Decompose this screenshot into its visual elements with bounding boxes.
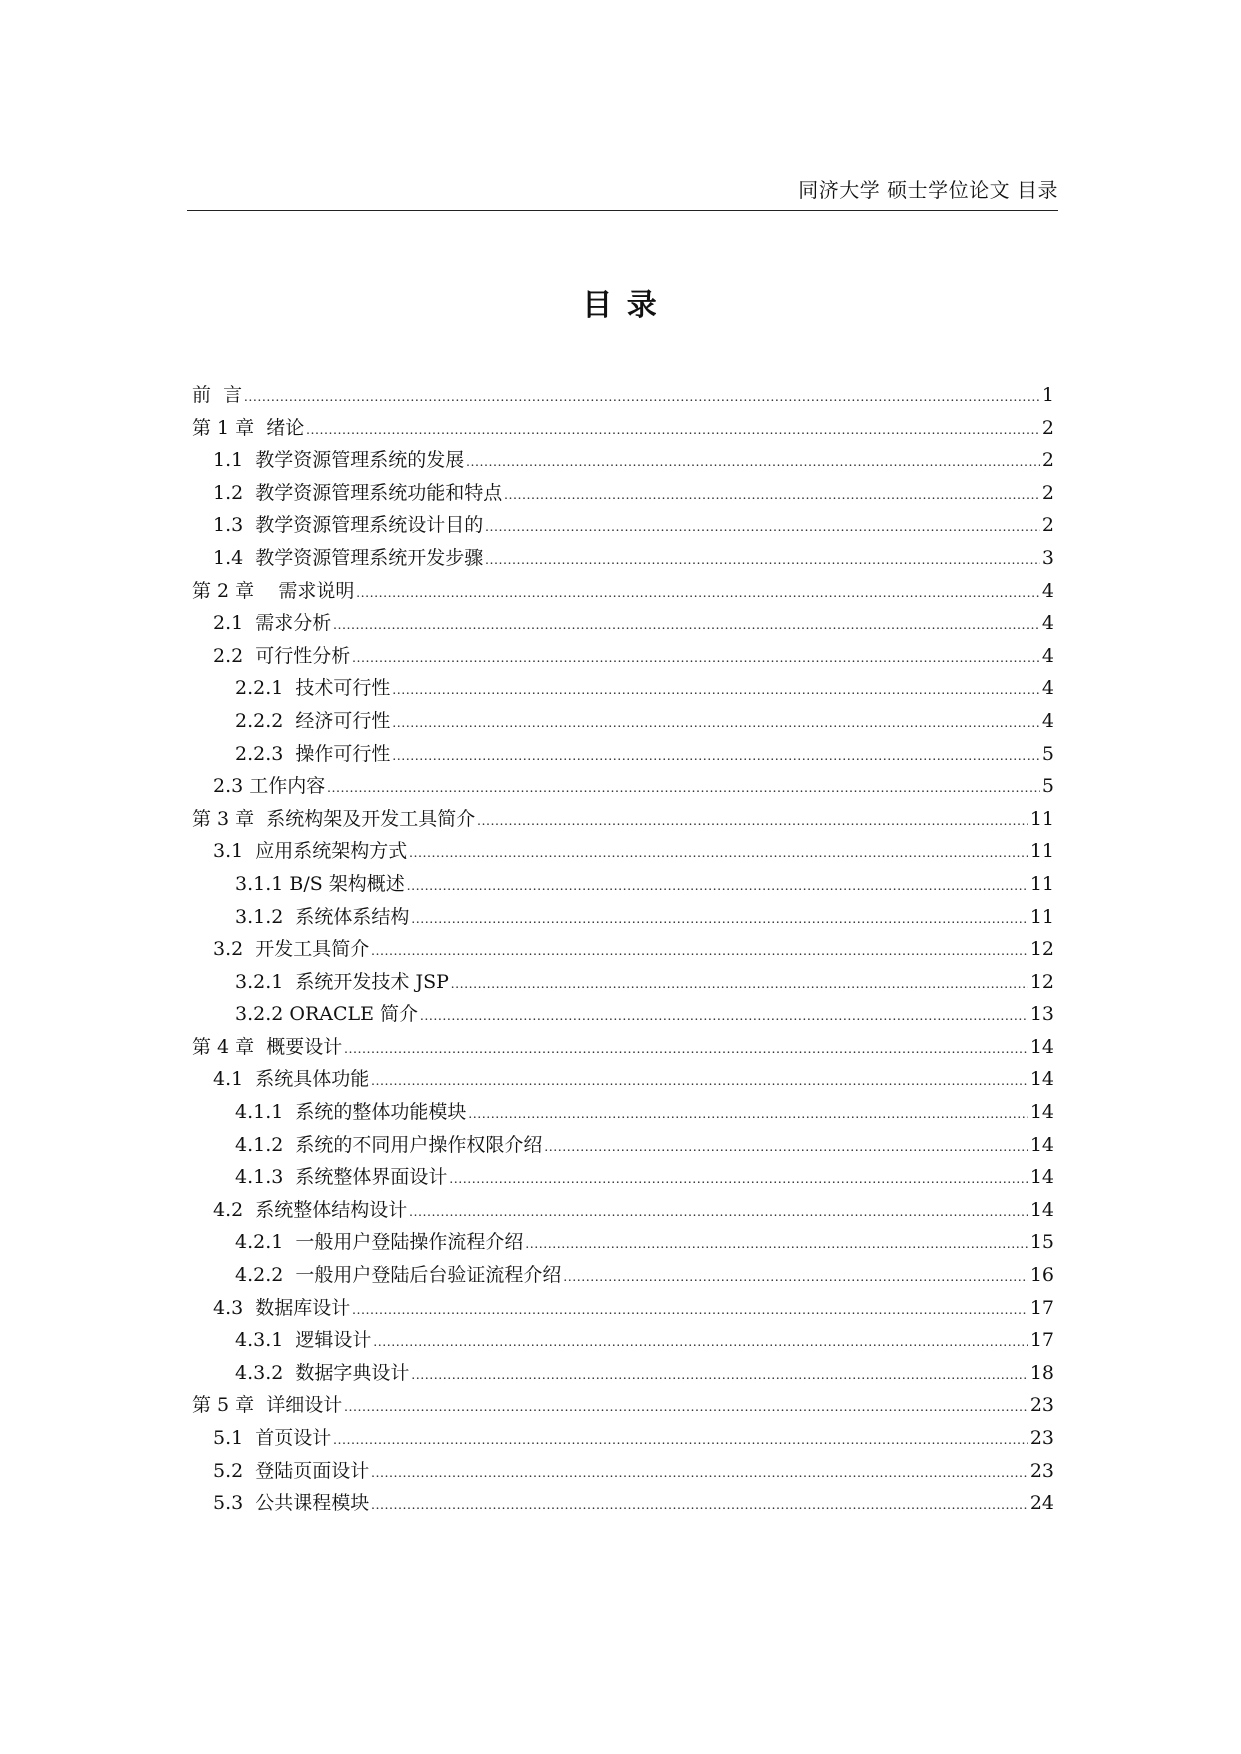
toc-entry[interactable] (192, 705, 1054, 738)
toc-entry-label: 第 4 章 概要设计 (192, 1035, 343, 1058)
toc-entry-label: 第 2 章 需求说明 (192, 579, 355, 602)
dot-leader (468, 1099, 1027, 1132)
toc-entry-page-number: 17 (1029, 1329, 1054, 1352)
toc-entry-page-number: 2 (1041, 449, 1054, 472)
toc-entry-label: 3.2.1 系统开发技术 JSP (235, 970, 449, 993)
dot-leader (352, 643, 1040, 676)
toc-entry-page-number: 14 (1029, 1166, 1054, 1189)
toc-entry[interactable] (192, 933, 1054, 966)
dot-leader (306, 415, 1040, 448)
toc-entry-page-number: 13 (1029, 1003, 1054, 1026)
toc-entry-label: 5.2 登陆页面设计 (213, 1459, 370, 1482)
toc-entry-page-number: 14 (1029, 1198, 1054, 1221)
toc-entry-label: 5.1 首页设计 (213, 1427, 332, 1449)
dot-leader (373, 1327, 1027, 1360)
toc-entry[interactable] (192, 1096, 1054, 1129)
toc-entry[interactable] (192, 412, 1054, 445)
toc-entry-label: 第 3 章 系统构架及开发工具简介 (192, 807, 476, 830)
toc-entry-page-number: 18 (1029, 1361, 1054, 1384)
toc-entry-label: 5.3 公共课程模块 (213, 1492, 370, 1515)
dot-leader (344, 1034, 1028, 1067)
toc-entry-page-number: 5 (1041, 742, 1054, 765)
toc-entry-label: 4.1.2 系统的不同用户操作权限介绍 (235, 1133, 543, 1156)
toc-entry[interactable] (192, 379, 1054, 412)
dot-leader (420, 1001, 1028, 1034)
toc-entry[interactable] (192, 509, 1054, 542)
toc-entry-page-number: 4 (1041, 644, 1054, 667)
table-of-contents (192, 379, 1054, 1520)
toc-entry-page-number: 5 (1041, 775, 1054, 798)
toc-entry[interactable] (192, 1389, 1054, 1422)
toc-entry-page-number: 12 (1029, 938, 1054, 961)
toc-entry-label: 2.1 需求分析 (213, 612, 332, 635)
dot-leader (449, 1164, 1027, 1197)
toc-entry-label: 第 1 章 绪论 (192, 416, 305, 439)
toc-entry-page-number: 11 (1029, 905, 1054, 928)
toc-entry[interactable] (192, 1063, 1054, 1096)
toc-entry-page-number: 2 (1041, 416, 1054, 439)
dot-leader (485, 545, 1040, 578)
toc-entry-page-number: 3 (1041, 546, 1054, 569)
toc-entry-label: 4.2 系统整体结构设计 (213, 1198, 408, 1221)
toc-entry[interactable] (192, 607, 1054, 640)
toc-entry[interactable] (192, 444, 1054, 477)
toc-entry[interactable] (192, 770, 1054, 803)
dot-leader (371, 936, 1028, 969)
toc-entry[interactable] (192, 1226, 1054, 1259)
dot-leader (485, 512, 1040, 545)
toc-entry-page-number: 4 (1041, 709, 1054, 732)
toc-entry-label: 3.2 开发工具简介 (213, 938, 370, 961)
toc-entry-page-number: 11 (1029, 872, 1054, 895)
toc-entry[interactable] (192, 1455, 1054, 1488)
toc-entry-label: 3.1 应用系统架构方式 (213, 840, 408, 863)
page-title: 目 录 (582, 288, 659, 323)
toc-entry-label: 4.2.2 一般用户登陆后台验证流程介绍 (235, 1264, 562, 1287)
dot-leader (563, 1262, 1027, 1295)
toc-entry[interactable] (192, 575, 1054, 608)
toc-entry[interactable] (192, 1194, 1054, 1227)
toc-entry[interactable] (192, 835, 1054, 868)
dot-leader (477, 806, 1028, 839)
toc-entry-label: 4.1.3 系统整体界面设计 (235, 1166, 448, 1189)
toc-entry-page-number: 4 (1041, 677, 1054, 700)
toc-entry[interactable] (192, 1422, 1054, 1455)
toc-entry[interactable] (192, 477, 1054, 510)
toc-entry-page-number: 16 (1029, 1264, 1054, 1287)
dot-leader (544, 1132, 1027, 1165)
toc-entry[interactable] (192, 1357, 1054, 1390)
toc-entry[interactable] (192, 672, 1054, 705)
dot-leader (333, 1425, 1028, 1458)
toc-entry[interactable] (192, 542, 1054, 575)
toc-entry-label: 1.1 教学资源管理系统的发展 (213, 449, 465, 472)
running-header: 同济大学 硕士学位论文 目录 (187, 170, 1058, 211)
toc-entry[interactable] (192, 1129, 1054, 1162)
toc-entry-label: 2.2.2 经济可行性 (235, 709, 391, 732)
toc-entry-page-number: 14 (1029, 1133, 1054, 1156)
toc-entry-page-number: 12 (1029, 970, 1054, 993)
dot-leader (333, 610, 1040, 643)
toc-entry-page-number: 15 (1029, 1231, 1054, 1254)
toc-entry-page-number: 14 (1029, 1035, 1054, 1058)
toc-entry-label: 3.1.2 系统体系结构 (235, 905, 410, 928)
toc-entry[interactable] (192, 966, 1054, 999)
toc-entry[interactable] (192, 1324, 1054, 1357)
dot-leader (392, 708, 1039, 741)
toc-entry-page-number: 4 (1041, 579, 1054, 602)
dot-leader (504, 480, 1040, 513)
toc-entry-label: 2.2.3 操作可行性 (235, 742, 391, 765)
toc-entry-page-number: 24 (1029, 1492, 1054, 1515)
toc-entry-label: 1.4 教学资源管理系统开发步骤 (213, 546, 484, 569)
toc-entry[interactable] (192, 868, 1054, 901)
toc-entry[interactable] (192, 803, 1054, 836)
dot-leader (327, 773, 1040, 806)
toc-entry[interactable] (192, 998, 1054, 1031)
dot-leader (356, 578, 1040, 611)
toc-entry-label: 第 5 章 详细设计 (192, 1394, 343, 1417)
toc-entry-label: 1.2 教学资源管理系统功能和特点 (213, 481, 503, 504)
dot-leader (371, 1066, 1028, 1099)
dot-leader (344, 1392, 1028, 1425)
toc-entry[interactable] (192, 1031, 1054, 1064)
toc-entry-page-number: 1 (1041, 384, 1054, 406)
toc-entry-label: 前 言 (192, 384, 243, 406)
toc-entry-page-number: 23 (1029, 1394, 1054, 1417)
toc-entry-page-number: 4 (1041, 612, 1054, 635)
toc-entry-page-number: 11 (1029, 840, 1054, 863)
dot-leader (466, 447, 1040, 480)
toc-entry-label: 2.2 可行性分析 (213, 644, 351, 667)
toc-entry[interactable] (192, 1292, 1054, 1325)
toc-entry-page-number: 17 (1029, 1296, 1054, 1319)
toc-entry-label: 4.1.1 系统的整体功能模块 (235, 1101, 467, 1124)
dot-leader (392, 675, 1039, 708)
toc-entry-label: 2.3 工作内容 (213, 775, 326, 798)
dot-leader (407, 871, 1028, 904)
toc-entry-label: 3.2.2 ORACLE 简介 (235, 1003, 419, 1026)
dot-leader (451, 969, 1028, 1002)
toc-entry-label: 3.1.1 B/S 架构概述 (235, 872, 405, 895)
toc-entry-label: 4.1 系统具体功能 (213, 1068, 370, 1091)
toc-entry-label: 4.3 数据库设计 (213, 1296, 351, 1319)
toc-entry[interactable] (192, 738, 1054, 771)
toc-entry-page-number: 14 (1029, 1068, 1054, 1091)
dot-leader (409, 838, 1028, 871)
toc-entry-label: 4.2.1 一般用户登陆操作流程介绍 (235, 1231, 524, 1254)
dot-leader (409, 1197, 1028, 1230)
toc-entry[interactable] (192, 1487, 1054, 1520)
dot-leader (352, 1295, 1028, 1328)
toc-entry-label: 4.3.1 逻辑设计 (235, 1329, 372, 1352)
toc-entry[interactable] (192, 901, 1054, 934)
dot-leader (371, 1490, 1028, 1523)
toc-entry-page-number: 11 (1029, 807, 1054, 830)
toc-entry-label: 1.3 教学资源管理系统设计目的 (213, 514, 484, 537)
toc-entry-page-number: 23 (1029, 1427, 1054, 1449)
toc-entry-page-number: 23 (1029, 1459, 1054, 1482)
dot-leader (392, 741, 1039, 774)
toc-entry-page-number: 14 (1029, 1101, 1054, 1124)
dot-leader (525, 1229, 1027, 1262)
toc-entry[interactable] (192, 1259, 1054, 1292)
toc-entry-label: 2.2.1 技术可行性 (235, 677, 391, 700)
toc-entry-page-number: 2 (1041, 514, 1054, 537)
dot-leader (244, 382, 1040, 415)
toc-entry[interactable] (192, 640, 1054, 673)
toc-entry[interactable] (192, 1161, 1054, 1194)
dot-leader (371, 1458, 1028, 1491)
dot-leader (411, 904, 1027, 937)
toc-entry-page-number: 2 (1041, 481, 1054, 504)
toc-entry-label: 4.3.2 数据字典设计 (235, 1361, 410, 1384)
dot-leader (411, 1360, 1027, 1393)
